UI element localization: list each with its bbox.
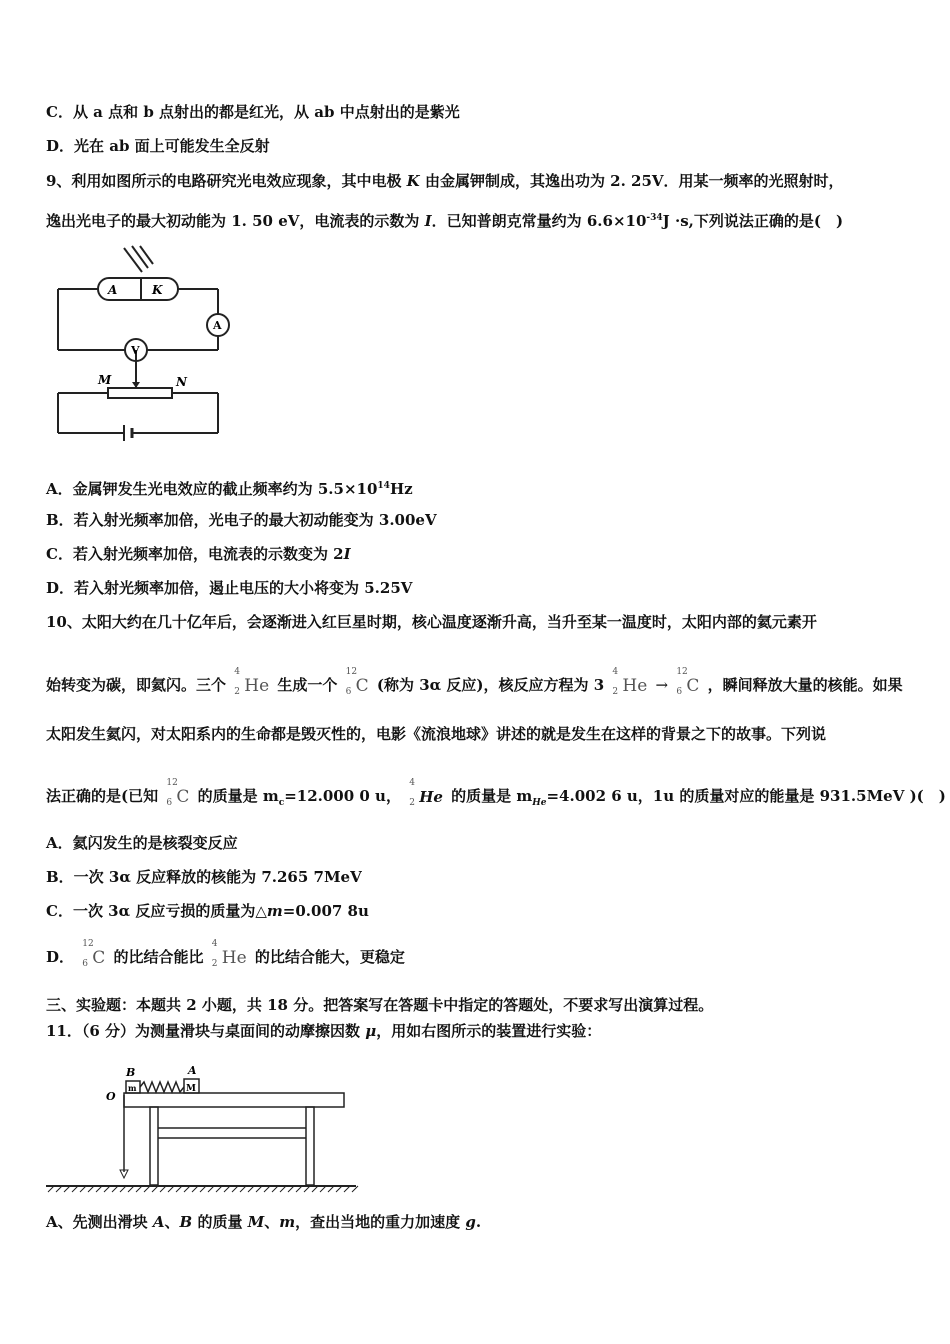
q10-stem-line1: 10、太阳大约在几十亿年后，会逐渐进入红巨星时期，核心温度逐渐升高，当升至某一温度时，太阳内部的氦元素开 xyxy=(46,613,817,631)
svg-text:M: M xyxy=(186,1084,196,1094)
q9-stem-line1: 9、利用如图所示的电路研究光电效应现象，其中电极 K 由金属钾制成，其逸出功为 2. 25V．用某一频率的光照射时， xyxy=(46,172,844,190)
carbon-nuclide: 12 6 C xyxy=(345,667,369,697)
section3-header: 三、实验题：本题共 2 小题，共 18 分。把答案写在答题卡中指定的答题处，不要求写出演算过程。 xyxy=(46,996,714,1014)
q9-stem-line2: 逸出光电子的最大初动能为 1. 50 eV，电流表的示数为 I．已知普朗克常量约为 $6.6\times 10^{-34}J \cdot s$,下列说法正确的是( ) xyxy=(46,212,844,230)
svg-text:A: A xyxy=(188,1064,197,1077)
spring xyxy=(140,1082,184,1092)
q8-option-d: D．光在 ab 面上可能发生全反射 xyxy=(46,137,270,155)
reaction-arrow: → xyxy=(655,676,669,694)
photoelectric-circuit-diagram xyxy=(46,238,236,443)
q10-option-c: C．一次 3α 反应亏损的质量为△m=0.007 8u xyxy=(46,902,369,920)
q10-stem-line2: 始转变为碳，即氦闪。三个 4 2 He 生成一个 12 6 C (称为 3α 反应)，核反应方程为 3 4 2 He → 12 6 C ，瞬间释放大量的核能。如果 xyxy=(46,667,903,697)
q9-option-d: D．若入射光频率加倍，遏止电压的大小将变为 5.25V xyxy=(46,579,413,597)
q10-stem-line3: 太阳发生氦闪，对太阳系内的生命都是毁灭性的，电影《流浪地球》讲述的就是发生在这样的背景之下的故事。下列说 xyxy=(46,725,827,743)
q11-stem: 11．（6 分）为测量滑块与桌面间的动摩擦因数 μ，用如右图所示的装置进行实验： xyxy=(46,1022,602,1040)
svg-text:B: B xyxy=(126,1066,136,1079)
svg-text:N: N xyxy=(176,375,187,389)
carbon-nuclide: 12 6 C xyxy=(166,778,190,808)
rheostat xyxy=(108,388,172,398)
friction-apparatus-diagram xyxy=(46,1060,366,1198)
carbon-nuclide: 12 6 C xyxy=(676,667,700,697)
svg-text:V: V xyxy=(131,344,140,357)
q9-option-c: C．若入射光频率加倍，电流表的示数变为 2I xyxy=(46,545,351,563)
q10-option-d: D． 12 6 C 的比结合能比 4 2 He 的比结合能大，更稳定 xyxy=(46,939,405,969)
helium-nuclide: 4 2 He xyxy=(409,778,443,808)
q9-option-b: B．若入射光频率加倍，光电子的最大初动能变为 3.00eV xyxy=(46,511,437,529)
q10-option-a: A．氦闪发生的是核裂变反应 xyxy=(46,834,238,852)
svg-text:O: O xyxy=(106,1090,116,1103)
helium-nuclide: 4 2 He xyxy=(612,667,648,697)
svg-text:K: K xyxy=(152,283,163,297)
q8-option-c: C．从 a 点和 b 点射出的都是红光，从 ab 中点射出的是紫光 xyxy=(46,103,460,121)
helium-nuclide: 4 2 He xyxy=(211,939,247,969)
q10-stem-line4: 法正确的是(已知 12 6 C 的质量是 $m_c=12.000$ 0 u， 4 2 He 的质量是 $m_{He}=4.002$ 6 u，1u 的质量对应的能量是 931.5MeV )( ) xyxy=(46,778,946,808)
carbon-nuclide: 12 6 C xyxy=(82,939,106,969)
svg-text:m: m xyxy=(128,1083,137,1093)
helium-nuclide: 4 2 He xyxy=(234,667,270,697)
svg-text:A: A xyxy=(213,319,222,332)
svg-text:A: A xyxy=(108,283,118,297)
svg-text:M: M xyxy=(98,373,112,387)
q9-option-a: A．金属钾发生光电效应的截止频率约为 $5.5\times 10^{14}Hz$ xyxy=(46,480,413,498)
q11-step-a: A、先测出滑块 A、B 的质量 M、m，查出当地的重力加速度 g. xyxy=(46,1213,482,1231)
q10-option-b: B．一次 3α 反应释放的核能为 7.265 7MeV xyxy=(46,868,362,886)
tabletop xyxy=(124,1093,344,1107)
